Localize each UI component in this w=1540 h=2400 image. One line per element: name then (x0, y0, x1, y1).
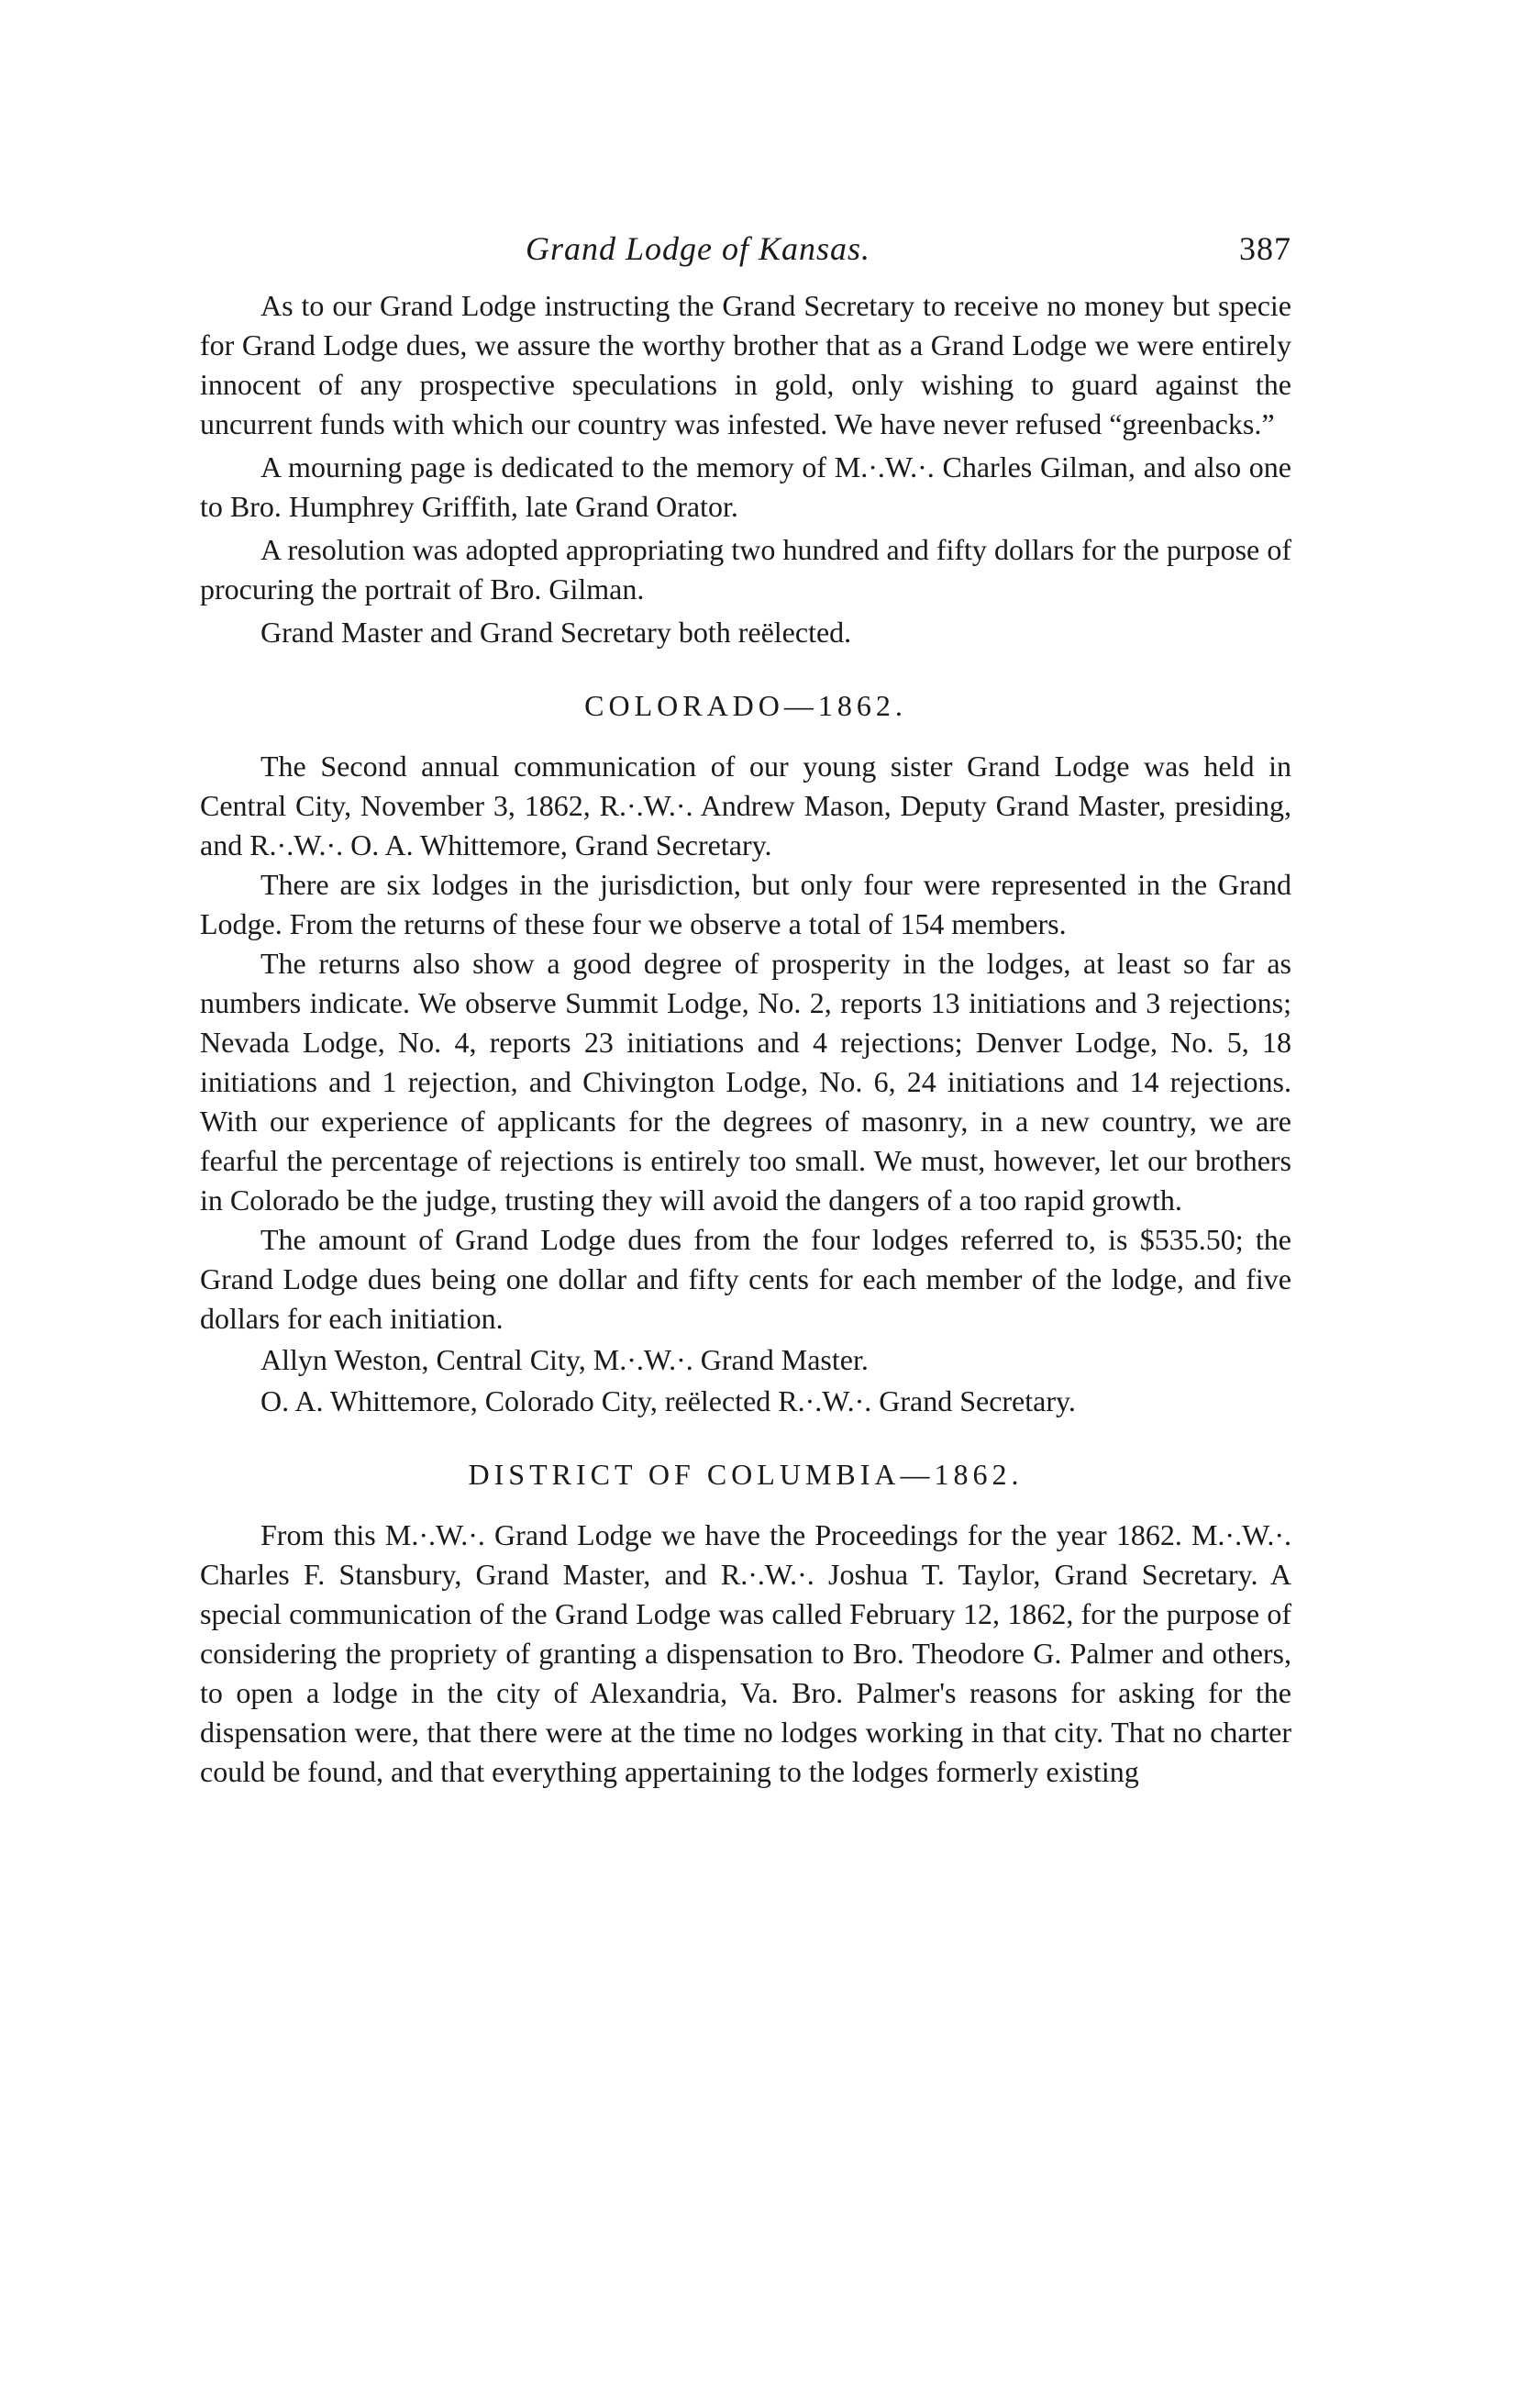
colorado-grand-master: Allyn Weston, Central City, M.·.W.·. Grand Master. (260, 1343, 869, 1376)
running-header (200, 229, 1291, 277)
district-of-columbia-section (200, 1458, 1291, 1792)
kansas-paragraph-3: A resolution was adopted appropriating two hundred and fifty dollars for the purpose of procuring the portrait of Bro. Gilman. (200, 533, 1291, 606)
kansas-section (200, 286, 1291, 652)
colorado-paragraph-3: The returns also show a good degree of prosperity in the lodges, at least so far as numbers indicate. We observe Summit Lodge, No. 2, reports 13 initiations and 3 rejections; Nevada Lodge, No. 4, reports 23 initiations and 4 rejections; Denver Lodge, No. 5, 18 initiations and 1 rejection, and Chivington Lodge, No. 6, 24 initiations and 14 rejections. With our experience of applicants for the degrees of masonry, in a new country, we are fearful the percentage of rejections is entirely too small. We must, however, let our brothers in Colorado be the judge, trusting they will avoid the dangers of a too rapid growth. (200, 947, 1291, 1217)
kansas-paragraph-2: A mourning page is dedicated to the memory of M.·.W.·. Charles Gilman, and also one to Bro. Humphrey Griffith, late Grand Orator. (200, 450, 1291, 523)
kansas-paragraph-1: As to our Grand Lodge instructing the Grand Secretary to receive no money but specie for Grand Lodge dues, we assure the worthy brother that as a Grand Lodge we were entirely innocent of any prospective speculations in gold, only wishing to guard against the uncurrent funds with which our country was infested. We have never refused “greenbacks.” (200, 289, 1291, 440)
colorado-paragraph-4: The amount of Grand Lodge dues from the four lodges referred to, is $535.50; the Grand Lodge dues being one dollar and fifty cents for each member of the lodge, and five dollars for each initiation. (200, 1223, 1291, 1335)
kansas-paragraph-4: Grand Master and Grand Secretary both reëlected. (260, 616, 852, 649)
colorado-grand-secretary: O. A. Whittemore, Colorado City, reëlected R.·.W.·. Grand Secretary. (260, 1384, 1076, 1417)
running-title: Grand Lodge of Kansas. (526, 230, 871, 267)
colorado-paragraph-2: There are six lodges in the jurisdiction, but only four were represented in the Grand Lodge. From the returns of these four we observe a total of 154 members. (200, 868, 1291, 940)
district-of-columbia-heading: DISTRICT OF COLUMBIA—1862. (468, 1458, 1024, 1491)
district-of-columbia-paragraph-1: From this M.·.W.·. Grand Lodge we have the Proceedings for the year 1862. M.·.W.·. Charles F. Stansbury, Grand Master, and R.·.W.·. Joshua T. Taylor, Grand Secretary. A special communication of the Grand Lodge was called February 12, 1862, for the purpose of considering the propriety of granting a dispensation to Bro. Theodore G. Palmer and others, to open a lodge in the city of Alexandria, Va. Bro. Palmer's reasons for asking for the dispensation were, that there were at the time no lodges working in that city. That no charter could be found, and that everything appertaining to the lodges formerly existing (200, 1518, 1291, 1788)
colorado-paragraph-1: The Second annual communication of our young sister Grand Lodge was held in Central City, November 3, 1862, R.·.W.·. Andrew Mason, Deputy Grand Master, presiding, and R.·.W.·. O. A. Whittemore, Grand Secretary. (200, 750, 1291, 861)
colorado-section (200, 689, 1291, 1421)
page-number: 387 (1239, 230, 1291, 267)
book-page (200, 229, 1291, 1792)
colorado-heading: COLORADO—1862. (584, 689, 907, 722)
